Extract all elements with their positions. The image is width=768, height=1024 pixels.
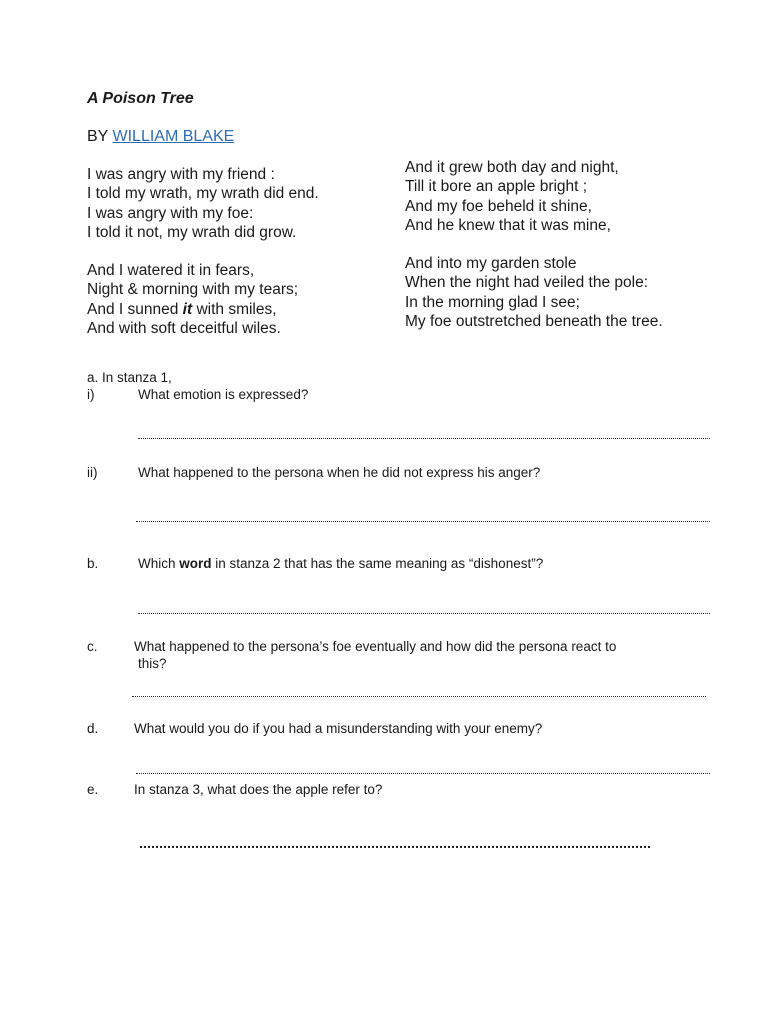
stanza-4 — [405, 254, 663, 331]
poem-title: A Poison Tree — [87, 90, 194, 107]
bold-word: word — [179, 556, 212, 571]
stanza-line: And he knew that it was mine, — [405, 216, 611, 234]
stanza-3 — [405, 158, 619, 235]
question-d: What would you do if you had a misunderstanding with your enemy? — [134, 721, 543, 736]
stanza-line: I told my wrath, my wrath did end. — [87, 185, 319, 203]
stanza-1 — [87, 165, 319, 242]
stanza-line: And into my garden stole — [405, 255, 577, 272]
stanza-line: I was angry with my foe: — [87, 204, 254, 222]
emphasized-word: it — [182, 300, 193, 318]
answer-line-e[interactable] — [140, 846, 650, 848]
question-b — [138, 555, 543, 573]
section-intro: a. In stanza 1, — [87, 370, 172, 385]
question-e: In stanza 3, what does the apple refer to? — [134, 782, 383, 797]
byline-prefix: BY — [87, 128, 113, 145]
question-c-line1: What happened to the persona’s foe eventually and how did the persona react to — [134, 639, 617, 654]
question-a-ii: What happened to the persona when he did not express his anger? — [138, 465, 541, 480]
stanza-line: And my foe beheld it shine, — [405, 197, 592, 215]
stanza-line: And with soft deceitful wiles. — [87, 319, 281, 337]
answer-line-a-i[interactable] — [138, 438, 710, 439]
question-text: in stanza 2 that has the same meaning as “dishonest”? — [211, 556, 544, 571]
stanza-line: When the night had veiled the pole: — [405, 274, 649, 292]
author-link[interactable]: WILLIAM BLAKE — [112, 128, 235, 145]
stanza-line: Night & morning with my tears; — [87, 281, 299, 299]
line-text: And I sunned — [87, 300, 183, 318]
stanza-line: And it grew both day and night, — [405, 159, 619, 176]
stanza-line: Till it bore an apple bright ; — [405, 178, 588, 196]
question-label: b. — [87, 556, 99, 571]
question-label: c. — [87, 639, 98, 654]
stanza-2 — [87, 261, 298, 338]
stanza-line: And I watered it in fears, — [87, 262, 255, 279]
question-text: Which — [138, 556, 180, 571]
stanza-line: I told it not, my wrath did grow. — [87, 223, 297, 241]
question-label: e. — [87, 782, 99, 797]
question-label: d. — [87, 721, 99, 736]
question-label: ii) — [87, 465, 98, 480]
answer-line-b[interactable] — [138, 613, 710, 614]
stanza-line — [87, 300, 298, 319]
answer-line-c[interactable] — [132, 696, 706, 697]
question-c-line2: this? — [138, 656, 167, 671]
line-text: with smiles, — [192, 300, 277, 318]
stanza-line: In the morning glad I see; — [405, 293, 580, 311]
stanza-line: My foe outstretched beneath the tree. — [405, 312, 663, 330]
question-a-i: What emotion is expressed? — [138, 387, 309, 402]
stanza-line: I was angry with my friend : — [87, 166, 275, 183]
answer-line-d[interactable] — [136, 773, 710, 774]
answer-line-a-ii[interactable] — [136, 521, 710, 522]
question-label: i) — [87, 387, 95, 402]
byline — [87, 128, 234, 146]
